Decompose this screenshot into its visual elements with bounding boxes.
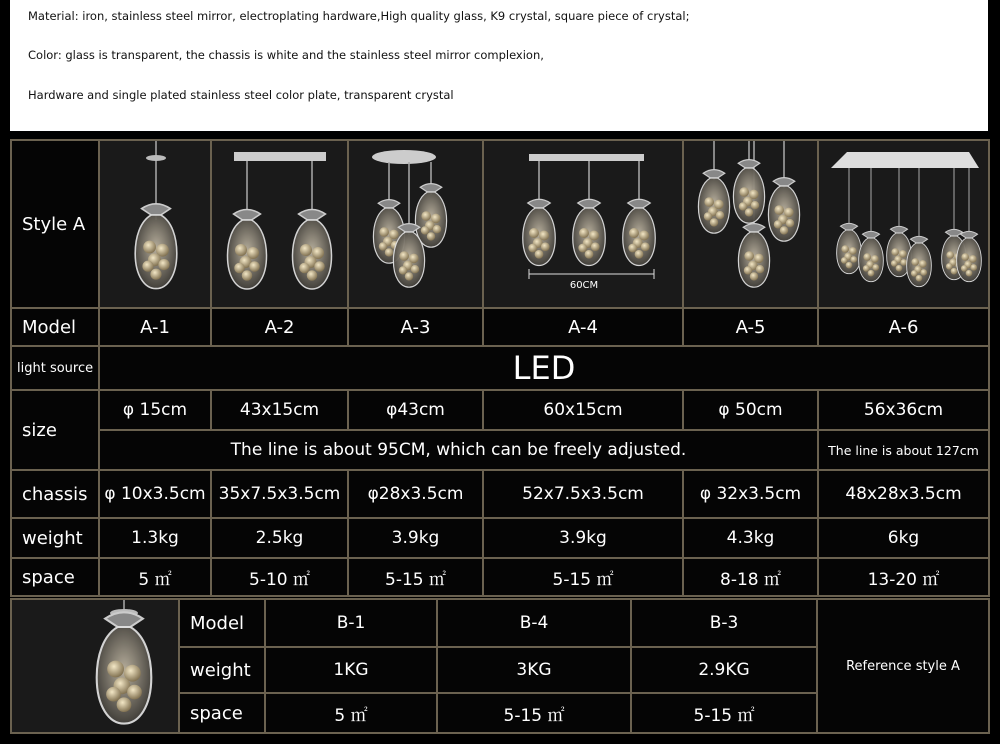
space-b3: 5-15 ㎡ xyxy=(631,693,817,733)
style-b-spec-table xyxy=(10,598,990,734)
product-image-a1 xyxy=(99,140,211,308)
product-image-a5 xyxy=(683,140,818,308)
space-b4: 5-15 ㎡ xyxy=(437,693,631,733)
weight-a3: 3.9kg xyxy=(348,518,483,558)
model-a4: A-4 xyxy=(483,308,683,346)
weight-a1: 1.3kg xyxy=(99,518,211,558)
product-info-panel xyxy=(10,0,988,131)
light-source-label: light source xyxy=(11,346,99,390)
weight-a4: 3.9kg xyxy=(483,518,683,558)
model-a5: A-5 xyxy=(683,308,818,346)
model-a3: A-3 xyxy=(348,308,483,346)
space-label: space xyxy=(11,558,99,596)
size-a2: 43x15cm xyxy=(211,390,348,430)
space-a2: 5-10 ㎡ xyxy=(211,558,348,596)
b-space-label: space xyxy=(179,693,265,733)
weight-a6: 6kg xyxy=(818,518,989,558)
size-a5: φ 50cm xyxy=(683,390,818,430)
space-a1: 5 ㎡ xyxy=(99,558,211,596)
model-b3: B-3 xyxy=(631,599,817,647)
size-label: size xyxy=(11,390,99,470)
chassis-a3: φ28x3.5cm xyxy=(348,470,483,518)
chassis-a6: 48x28x3.5cm xyxy=(818,470,989,518)
space-a6: 13-20 ㎡ xyxy=(818,558,989,596)
model-label: Model xyxy=(11,308,99,346)
b-model-label: Model xyxy=(179,599,265,647)
weight-a2: 2.5kg xyxy=(211,518,348,558)
chassis-a4: 52x7.5x3.5cm xyxy=(483,470,683,518)
model-a6: A-6 xyxy=(818,308,989,346)
size-a4: 60x15cm xyxy=(483,390,683,430)
model-b4: B-4 xyxy=(437,599,631,647)
chassis-label: chassis xyxy=(11,470,99,518)
space-a3: 5-15 ㎡ xyxy=(348,558,483,596)
size-a3: φ43cm xyxy=(348,390,483,430)
line-length-note: The line is about 95CM, which can be freely adjusted. xyxy=(99,430,818,470)
model-a2: A-2 xyxy=(211,308,348,346)
color-text: Color: glass is transparent, the chassis is white and the stainless steel mirror complexion, xyxy=(28,48,544,62)
hardware-text: Hardware and single plated stainless steel color plate, transparent crystal xyxy=(28,88,454,102)
space-a4: 5-15 ㎡ xyxy=(483,558,683,596)
product-image-a2 xyxy=(211,140,348,308)
product-image-a4 xyxy=(483,140,683,308)
b-weight-label: weight xyxy=(179,647,265,693)
weight-b1: 1KG xyxy=(265,647,437,693)
product-image-a6 xyxy=(818,140,989,308)
chassis-a2: 35x7.5x3.5cm xyxy=(211,470,348,518)
weight-b4: 3KG xyxy=(437,647,631,693)
style-a-label: Style A xyxy=(11,140,99,308)
weight-b3: 2.9KG xyxy=(631,647,817,693)
reference-note: Reference style A xyxy=(817,599,989,733)
chassis-a1: φ 10x3.5cm xyxy=(99,470,211,518)
chassis-a5: φ 32x3.5cm xyxy=(683,470,818,518)
weight-label: weight xyxy=(11,518,99,558)
product-image-b xyxy=(11,599,179,733)
space-a5: 8-18 ㎡ xyxy=(683,558,818,596)
model-a1: A-1 xyxy=(99,308,211,346)
line-length-note-a6: The line is about 127cm xyxy=(818,430,989,470)
style-a-spec-table xyxy=(10,139,990,597)
size-a1: φ 15cm xyxy=(99,390,211,430)
light-source-value: LED xyxy=(99,346,989,390)
dimension-note: 60CM xyxy=(569,280,599,291)
material-text: Material: iron, stainless steel mirror, electroplating hardware,High quality glass, K9 crystal, square piece of crystal; xyxy=(28,9,690,23)
space-b1: 5 ㎡ xyxy=(265,693,437,733)
product-image-a3 xyxy=(348,140,483,308)
weight-a5: 4.3kg xyxy=(683,518,818,558)
model-b1: B-1 xyxy=(265,599,437,647)
size-a6: 56x36cm xyxy=(818,390,989,430)
